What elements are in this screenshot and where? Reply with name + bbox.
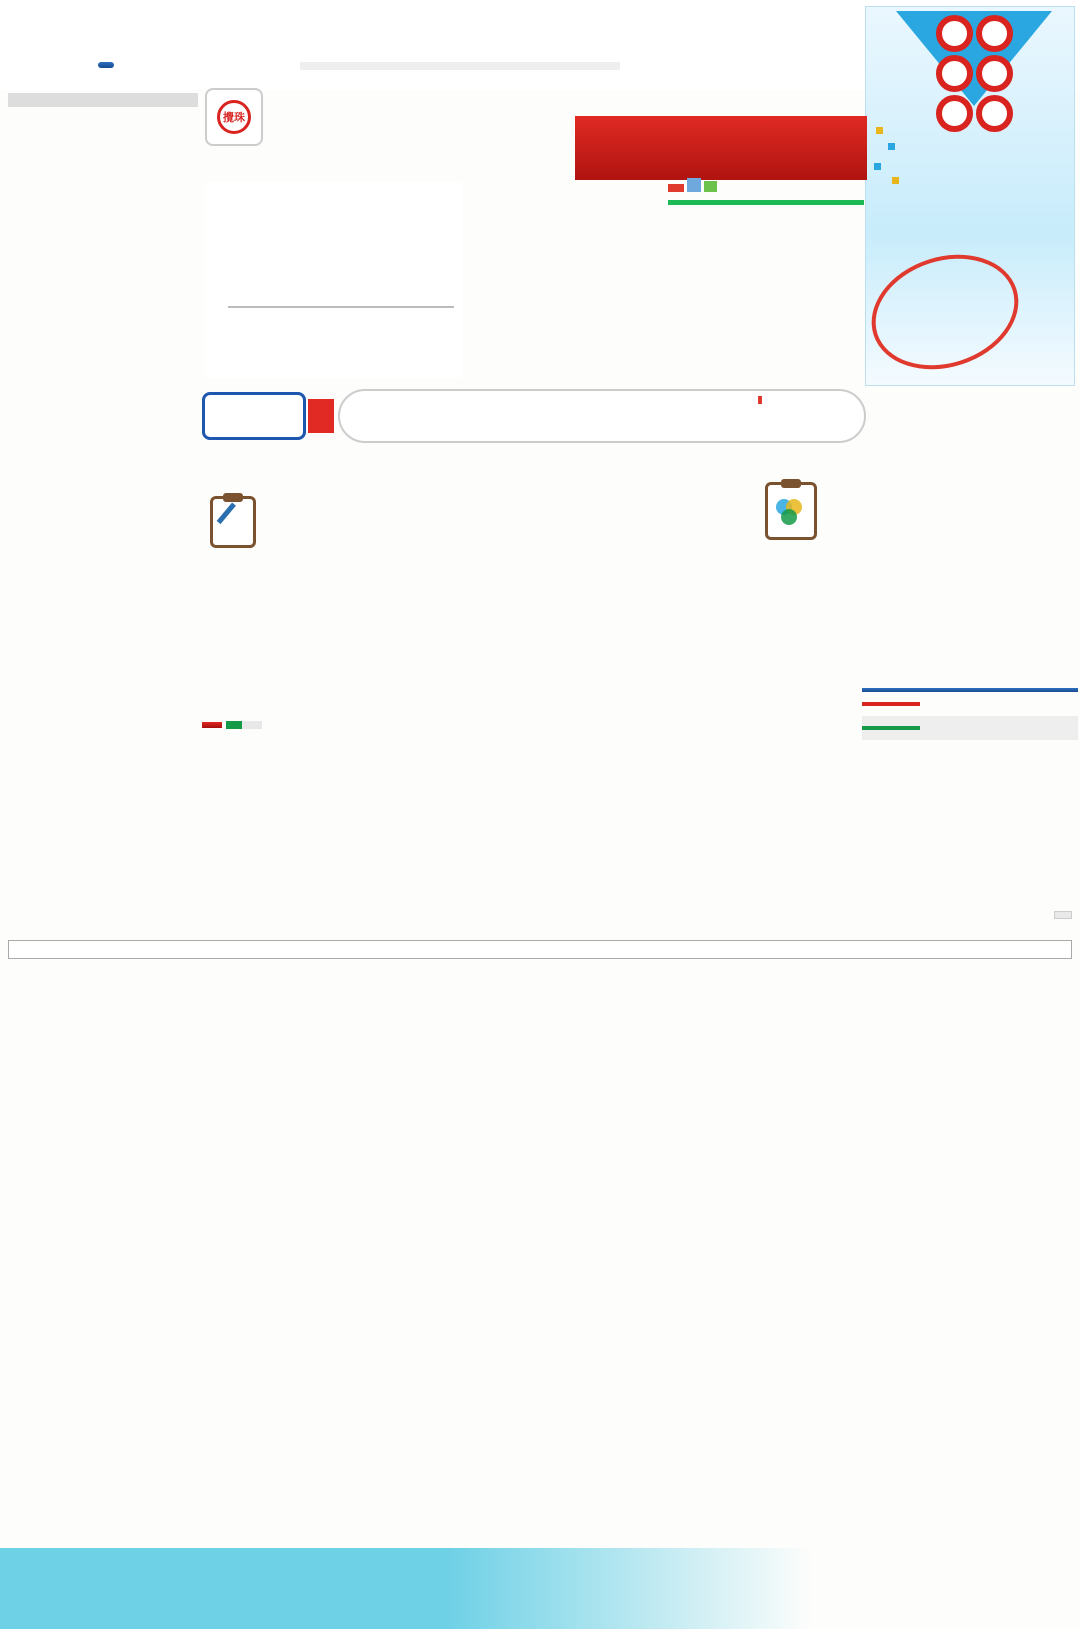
du-pick-box xyxy=(862,688,1078,740)
pixel-decor xyxy=(876,127,883,134)
tail-digit-chart xyxy=(204,182,462,378)
pixel-decor xyxy=(874,163,881,170)
double-return-headline xyxy=(758,396,762,404)
prize-table xyxy=(628,0,878,90)
zodiac-row xyxy=(200,742,1080,902)
promo-panel xyxy=(865,6,1075,386)
columnist-badge-2 xyxy=(752,482,830,540)
results-table-header xyxy=(9,941,1071,958)
chart-bars xyxy=(228,186,454,306)
treasure-band xyxy=(8,903,1072,937)
du-pick-cold-row xyxy=(862,716,1078,740)
stats-column xyxy=(8,95,198,907)
rings-logo-icon xyxy=(928,15,1020,132)
green-divider xyxy=(668,200,864,205)
nba-article-text xyxy=(202,492,744,704)
six-pick-bar xyxy=(202,712,262,738)
watermark-banner xyxy=(0,1548,812,1629)
red-wave-banner xyxy=(575,116,867,180)
chart-plot xyxy=(228,186,454,308)
year-results-table xyxy=(668,178,864,378)
stats-col-headers xyxy=(8,93,198,107)
clipboard-circles-icon xyxy=(765,482,817,540)
double-return-head xyxy=(752,396,1078,404)
forecast-label-bubble xyxy=(202,392,306,440)
pixel-decor xyxy=(892,177,899,184)
seal-icon: 攪珠 xyxy=(217,100,251,134)
results-table xyxy=(8,940,1072,959)
promo-balls xyxy=(878,237,1028,382)
result-label xyxy=(98,62,114,68)
connector-decor xyxy=(308,399,334,433)
double-return-column xyxy=(752,396,1078,688)
calendar-icon xyxy=(205,88,267,172)
disclaimer xyxy=(1054,911,1072,919)
du-pick-hot-row xyxy=(862,692,1078,716)
pixel-decor xyxy=(888,143,895,150)
analysis-article xyxy=(468,178,664,378)
phone-info xyxy=(300,62,620,70)
